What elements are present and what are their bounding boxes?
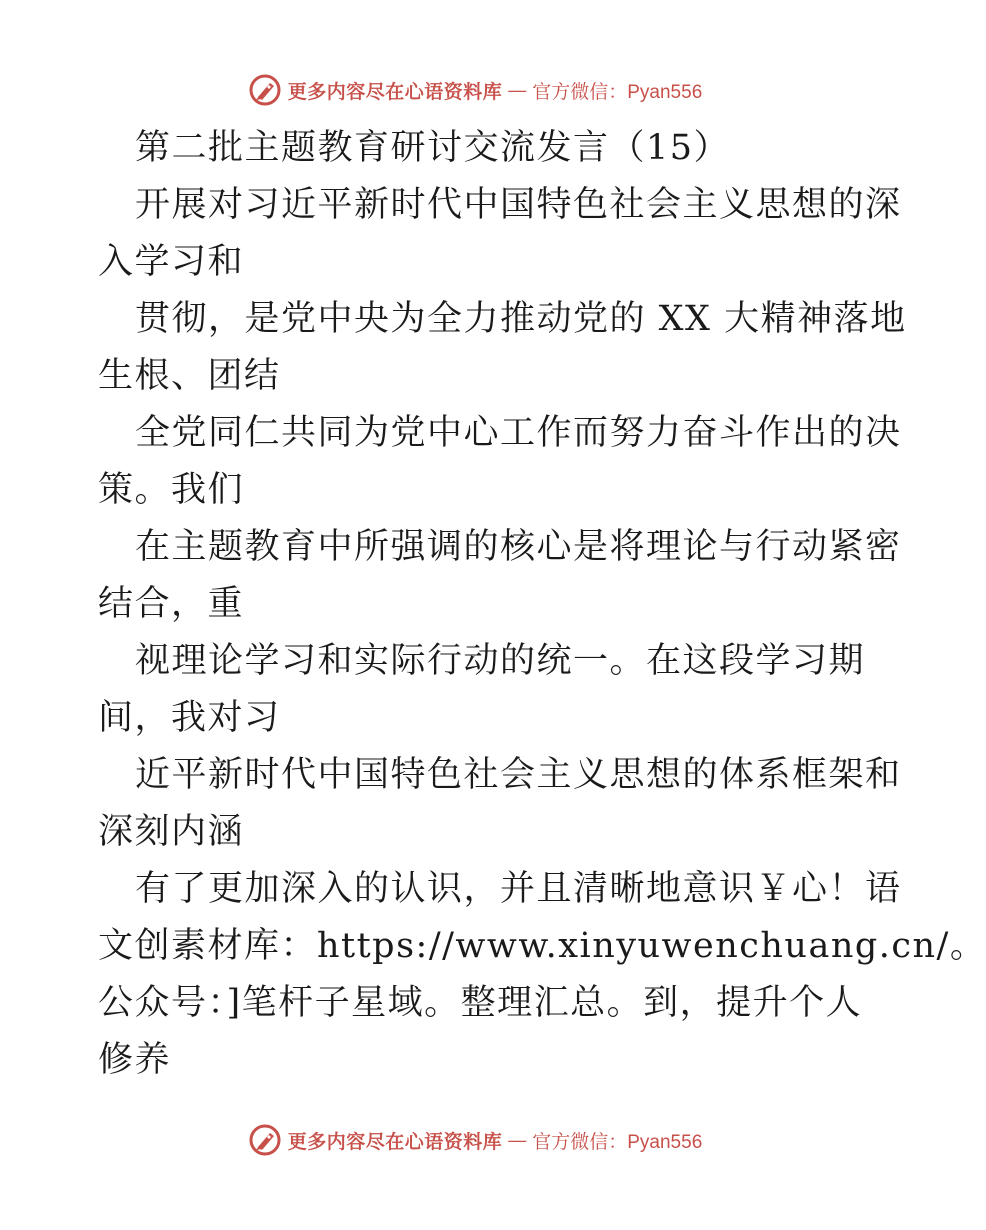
- paragraph-line: 全党同仁共同为党中心工作而努力奋斗作出的决: [135, 413, 902, 453]
- document-body: [98, 120, 986, 1089]
- paragraph-line: 有了更加深入的认识，并且清晰地意识￥心！语: [135, 869, 902, 909]
- paragraph-line: 生根、团结: [98, 356, 281, 396]
- footer-banner: [0, 1120, 950, 1160]
- banner-title: 更多内容尽在心语资料库: [287, 1130, 503, 1153]
- paragraph-line: 公众号：]笔杆子星域。整理汇总。到，提升个人: [98, 983, 863, 1023]
- pen-nib-logo-icon: [248, 73, 282, 107]
- banner-wechat-id: 官方微信：Pyan556: [532, 1131, 703, 1153]
- banner-title: 更多内容尽在心语资料库: [287, 80, 503, 103]
- banner-separator: —: [508, 1129, 527, 1150]
- pen-nib-logo-icon: [248, 1123, 282, 1157]
- header-banner: [0, 70, 950, 110]
- paragraph-line: 贯彻，是党中央为全力推动党的 XX 大精神落地: [135, 299, 907, 339]
- banner-separator: —: [508, 79, 527, 100]
- paragraph-line: 近平新时代中国特色社会主义思想的体系框架和: [135, 755, 902, 795]
- paragraph-line: 策。我们: [98, 470, 245, 510]
- paragraph-line: 间，我对习: [98, 698, 281, 738]
- banner-wechat-id: 官方微信：Pyan556: [532, 81, 703, 103]
- paragraph-line: 深刻内涵: [98, 812, 245, 852]
- paragraph-line: 在主题教育中所强调的核心是将理论与行动紧密: [135, 527, 902, 567]
- paragraph-line: 修养: [98, 1040, 172, 1080]
- document-title: 第二批主题教育研讨交流发言（15）: [135, 128, 731, 168]
- paragraph-line: 文创素材库：https://www.xinyuwenchuang.cn/。: [98, 926, 986, 966]
- paragraph-line: 结合，重: [98, 584, 245, 624]
- paragraph-line: 视理论学习和实际行动的统一。在这段学习期: [135, 641, 866, 681]
- paragraph-line: 开展对习近平新时代中国特色社会主义思想的深: [135, 185, 902, 225]
- paragraph-line: 入学习和: [98, 242, 245, 282]
